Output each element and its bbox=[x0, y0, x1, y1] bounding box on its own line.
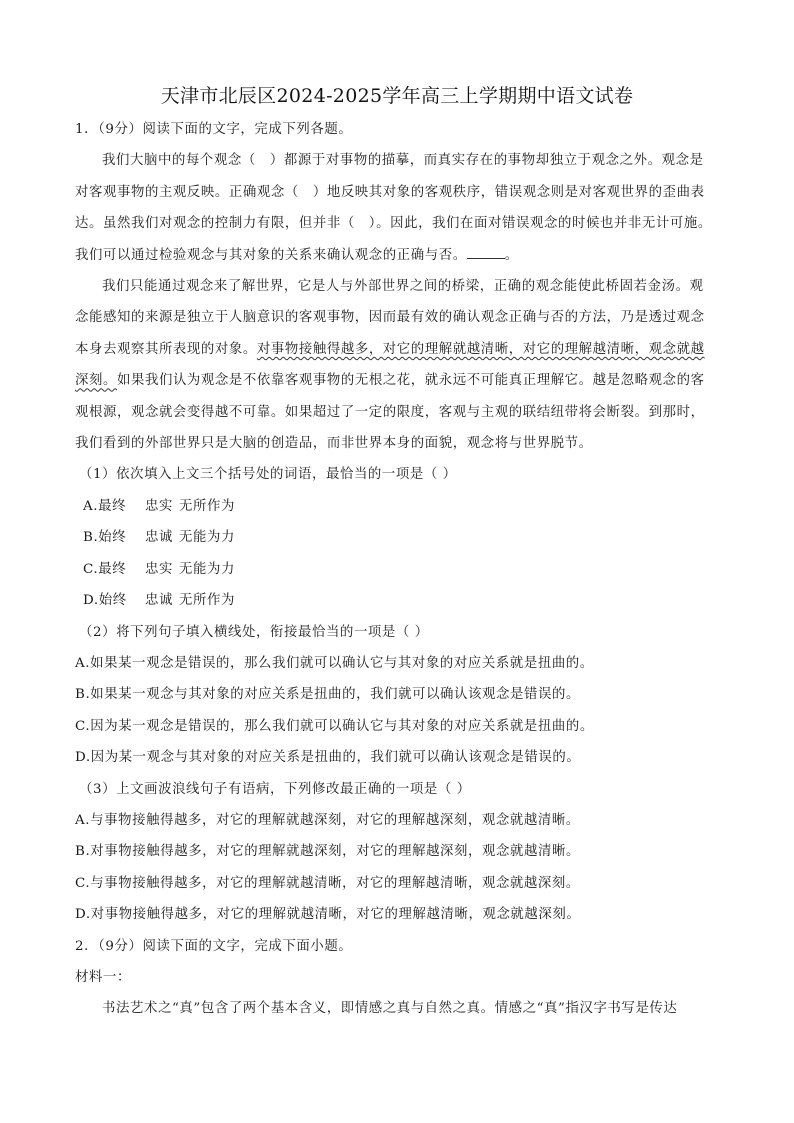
q1-sub3-option-a: A.与事物接触得越多，对它的理解就越深刻，对它的理解越深刻，观念就越清晰。 bbox=[75, 812, 580, 828]
q1-sub2-option-b: B.如果某一观念与其对象的对应关系是扭曲的，我们就可以确认该观念是错误的。 bbox=[75, 687, 580, 703]
q1-passage-line: 我们大脑中的每个观念（ ）都源于对事物的描摹，而真实存在的事物却独立于观念之外。观念是 bbox=[102, 153, 704, 169]
q1-passage-line: 念能感知的来源是独立于人脑意识的客观事物，因而最有效的确认观念正确与否的方法，乃是透过观念 bbox=[75, 310, 705, 326]
q1-sub3-stem: （3）上文画波浪线句子有语病，下列修改最正确的一项是（ ） bbox=[79, 781, 471, 797]
q1-passage-line bbox=[75, 240, 719, 271]
q1-sub3-option-b: B.对事物接触得越多，对它的理解就越深刻，对它的理解越深刻，观念就越清晰。 bbox=[75, 844, 580, 860]
option-word-2: 忠实 bbox=[145, 498, 173, 514]
q1-sub3-option-d: D.对事物接触得越多，对它的理解就越清晰，对它的理解越清晰，观念就越深刻。 bbox=[75, 907, 581, 923]
option-word-3: 无能为力 bbox=[179, 530, 235, 546]
fill-in-blank bbox=[467, 246, 505, 259]
wavy-underlined-sentence: 深刻。 bbox=[75, 373, 117, 389]
q2-header: 2．（9分）阅读下面的文字，完成下面小题。 bbox=[75, 938, 353, 954]
option-word-1: C.最终 bbox=[83, 561, 127, 577]
q1-sub1-option-a bbox=[75, 491, 719, 522]
q1-sub1-option-b bbox=[75, 522, 719, 553]
q1-passage-line: 我们看到的外部世界只是大脑的创造品，而非世界本身的面貌，观念将与世界脱节。 bbox=[75, 436, 593, 452]
q1-sub1-option-d bbox=[75, 585, 719, 616]
option-word-2: 忠实 bbox=[145, 561, 173, 577]
q1-passage-line: 我们只能通过观念来了解世界，它是人与外部世界之间的桥梁，正确的观念能使此桥固若金汤。观 bbox=[102, 279, 704, 295]
q1-passage-line: 对客观事物的主观反映。正确观念（ ）地反映其对象的客观秩序，错误观念则是对客观世界的歪曲表 bbox=[75, 184, 705, 200]
q1-passage-line bbox=[75, 334, 719, 365]
option-word-1: B.始终 bbox=[83, 530, 127, 546]
q1-passage-text: 。 bbox=[504, 247, 519, 263]
q1-sub2-option-a: A.如果某一观念是错误的，那么我们就可以确认它与其对象的对应关系就是扭曲的。 bbox=[75, 655, 594, 671]
q1-sub2-stem: （2）将下列句子填入横线处，衔接最恰当的一项是（ ） bbox=[79, 624, 429, 640]
q1-sub3-option-c: C.与事物接触得越多，对它的理解就越清晰，对它的理解越清晰，观念就越深刻。 bbox=[75, 875, 580, 891]
q1-header: 1．（9分）阅读下面的文字，完成下列各题。 bbox=[75, 122, 353, 137]
q1-sub2-option-d: D.因为某一观念与其对象的对应关系是扭曲的，我们就可以确认该观念是错误的。 bbox=[75, 750, 581, 766]
q1-sub1-option-c bbox=[75, 554, 719, 585]
q1-passage-text: 我们可以通过检验观念与其对象的关系来确认观念的正确与否。 bbox=[75, 247, 467, 263]
option-word-2: 忠诚 bbox=[145, 593, 173, 609]
q1-passage-line bbox=[75, 365, 719, 396]
q1-sub2-option-c: C.因为某一观念是错误的，那么我们就可以确认它与其对象的对应关系就是扭曲的。 bbox=[75, 718, 594, 734]
option-word-3: 无所作为 bbox=[179, 498, 235, 514]
option-word-1: D.始终 bbox=[83, 593, 127, 609]
material-label: 材料一： bbox=[75, 969, 131, 985]
option-word-3: 无所作为 bbox=[179, 593, 235, 609]
exam-title: 天津市北辰区2024-2025学年高三上学期期中语文试卷 bbox=[160, 85, 634, 107]
q2-passage-line: 书法艺术之“真”包含了两个基本含义，即情感之真与自然之真。情感之“真”指汉字书写是传达 bbox=[102, 1001, 678, 1017]
wavy-underlined-sentence: 对事物接触得越多，对它的理解就越清晰，对它的理解越清晰，观念就越 bbox=[256, 341, 705, 357]
q1-passage-text: 如果我们认为观念是不依靠客观事物的无根之花，就永远不可能真正理解它。越是忽略观念的客 bbox=[116, 373, 705, 389]
q1-sub1-stem: （1）依次填入上文三个括号处的词语，最恰当的一项是（ ） bbox=[79, 467, 457, 483]
option-word-3: 无能为力 bbox=[179, 561, 235, 577]
q1-passage-line: 观根源，观念就会变得越不可靠。如果超过了一定的限度，客观与主观的联结纽带将会断裂。到那时， bbox=[75, 404, 705, 420]
q1-passage-text: 本身去观察其所表现的对象。 bbox=[75, 341, 257, 357]
option-word-1: A.最终 bbox=[83, 498, 127, 514]
option-word-2: 忠诚 bbox=[145, 530, 173, 546]
q1-passage-line: 达。虽然我们对观念的控制力有限，但并非（ ）。因此，我们在面对错误观念的时候也并非无计可施。 bbox=[75, 216, 712, 232]
